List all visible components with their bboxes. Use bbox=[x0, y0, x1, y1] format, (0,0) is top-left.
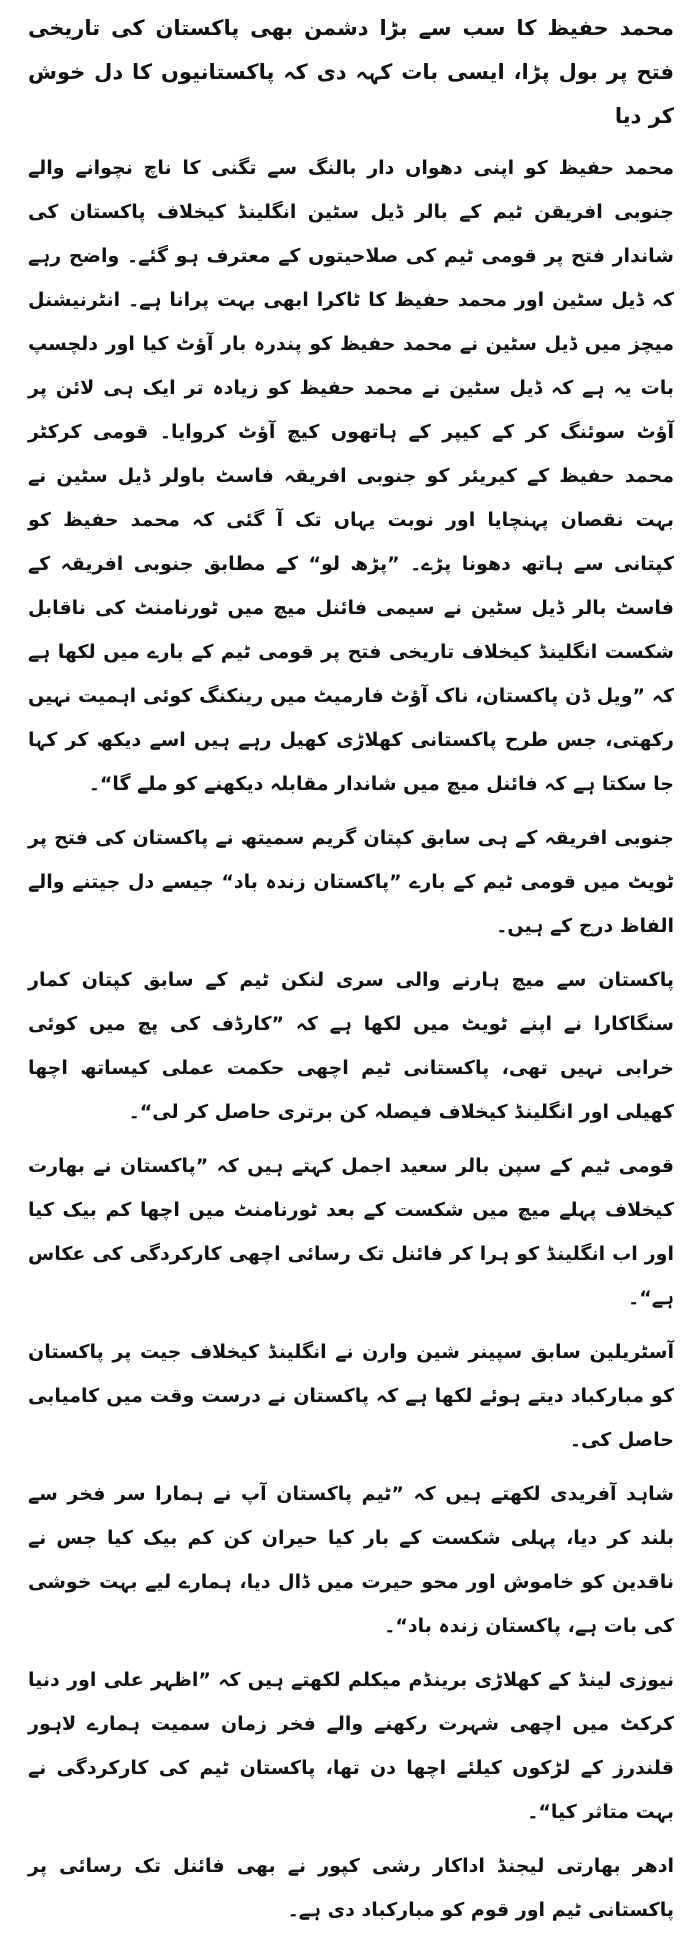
paragraph-shane-warne: آسٹریلین سابق سپینر شین وارن نے انگلینڈ کیخلاف جیت پر پاکستان کو مبارکباد دیتے ہوئے لکھا ہے کہ پاکستان نے درست وقت میں کامیابی حاصل کی۔ bbox=[28, 1341, 674, 1451]
paragraph-rishi-kapoor: ادھر بھارتی لیجنڈ اداکار رشی کپور نے بھی فائنل تک رسائی پر پاکستانی ٹیم اور قوم کو مبارکباد دی ہے۔ bbox=[28, 1855, 674, 1921]
paragraph-shahid-afridi: شاہد آفریدی لکھتے ہیں کہ ”ٹیم پاکستان آپ نے ہمارا سر فخر سے بلند کر دیا، پہلی شکست کے بار کیا حیران کن کم بیک کیا جس نے ناقدین کو خاموش اور محو حیرت میں ڈال دیا، ہمارے لیے بہت خوشی کی بات ہے، پاکستان زندہ باد“۔ bbox=[28, 1483, 674, 1637]
paragraph-saeed-ajmal: قومی ٹیم کے سپن بالر سعید اجمل کہتے ہیں کہ ”پاکستان نے بھارت کیخلاف پہلے میچ میں شکست کے بعد ٹورنامنٹ میں اچھا کم بیک کیا اور اب انگلینڈ کو ہرا کر فائنل تک رسائی اچھی کارکردگی کی عکاس ہے“۔ bbox=[28, 1155, 674, 1309]
paragraph-brendon-mccullum: نیوزی لینڈ کے کھلاڑی برینڈم میکلم لکھتے ہیں کہ ”اظہر علی اور دنیا کرکٹ میں اچھی شہرت رکھنے والے فخر زمان سمیت ہمارے لاہور قلندرز کے لڑکوں کیلئے اچھا دن تھا، پاکستان ٹیم کی کارکردگی نے بہت متاثر کیا“۔ bbox=[28, 1669, 674, 1823]
article-headline: محمد حفیظ کا سب سے بڑا دشمن بھی پاکستان کی تاریخی فتح پر بول پڑا، ایسی بات کہہ دی کہ پاکستانیوں کا دل خوش کر دیا bbox=[28, 16, 674, 128]
article-body bbox=[28, 6, 674, 1942]
paragraph-graeme-smith: جنوبی افریقہ کے ہی سابق کپتان گریم سمیتھ نے پاکستان کی فتح پر ٹویٹ میں قومی ٹیم کے بارے ”پاکستان زندہ باد“ جیسے دل جیتنے والے الفاظ درج کے ہیں۔ bbox=[28, 827, 674, 937]
paragraph-dale-steyn: محمد حفیظ کو اپنی دھواں دار بالنگ سے تگنی کا ناچ نچوانے والے جنوبی افریقن ٹیم کے بالر ڈیل سٹین انگلینڈ کیخلاف پاکستان کی شاندار فتح پر قومی ٹیم کی صلاحیتوں کے معترف ہو گئے۔ واضح رہے کہ ڈیل سٹین اور محمد حفیظ کا ٹاکرا ابھی بہت پرانا ہے۔ انٹرنیشنل میچز میں ڈیل سٹین نے محمد حفیظ کو پندرہ بار آﺅٹ کیا اور دلچسپ بات یہ ہے کہ ڈیل سٹین نے محمد حفیظ کو زیادہ تر ایک ہی لائن پر آﺅٹ سوئنگ کر کے کیپر کے ہاتھوں کیچ آﺅٹ کروایا۔ قومی کرکٹر محمد حفیظ کے کیریئر کو جنوبی افریقہ فاسٹ باولر ڈیل سٹین نے بہت نقصان پہنچایا اور نوبت یہاں تک آ گئی کہ محمد حفیظ کو کپتانی سے ہاتھ دھونا پڑے۔ ”پڑھ لو“ کے مطابق جنوبی افریقہ کے فاسٹ بالر ڈیل سٹین نے سیمی فائنل میچ میں ٹورنامنٹ کی ناقابل شکست انگلینڈ کیخلاف تاریخی فتح پر قومی ٹیم کے بارے میں لکھا ہے کہ ”ویل ڈن پاکستان، ناک آﺅٹ فارمیٹ میں رینکنگ کوئی اہمیت نہیں رکھتی، جس طرح پاکستانی کھلاڑی کھیل رہے ہیں اسے دیکھ کر کہا جا سکتا ہے کہ فائنل میچ میں شاندار مقابلہ دیکھنے کو ملے گا“۔ bbox=[28, 157, 674, 795]
paragraph-sangakkara: پاکستان سے میچ ہارنے والی سری لنکن ٹیم کے سابق کپتان کمار سنگاکارا نے اپنے ٹویٹ میں لکھا ہے کہ ”کارڈف کی پچ میں کوئی خرابی نہیں تھی، پاکستانی ٹیم اچھی حکمت عملی کیساتھ اچھا کھیلی اور انگلینڈ کیخلاف فیصلہ کن برتری حاصل کر لی“۔ bbox=[28, 969, 674, 1123]
